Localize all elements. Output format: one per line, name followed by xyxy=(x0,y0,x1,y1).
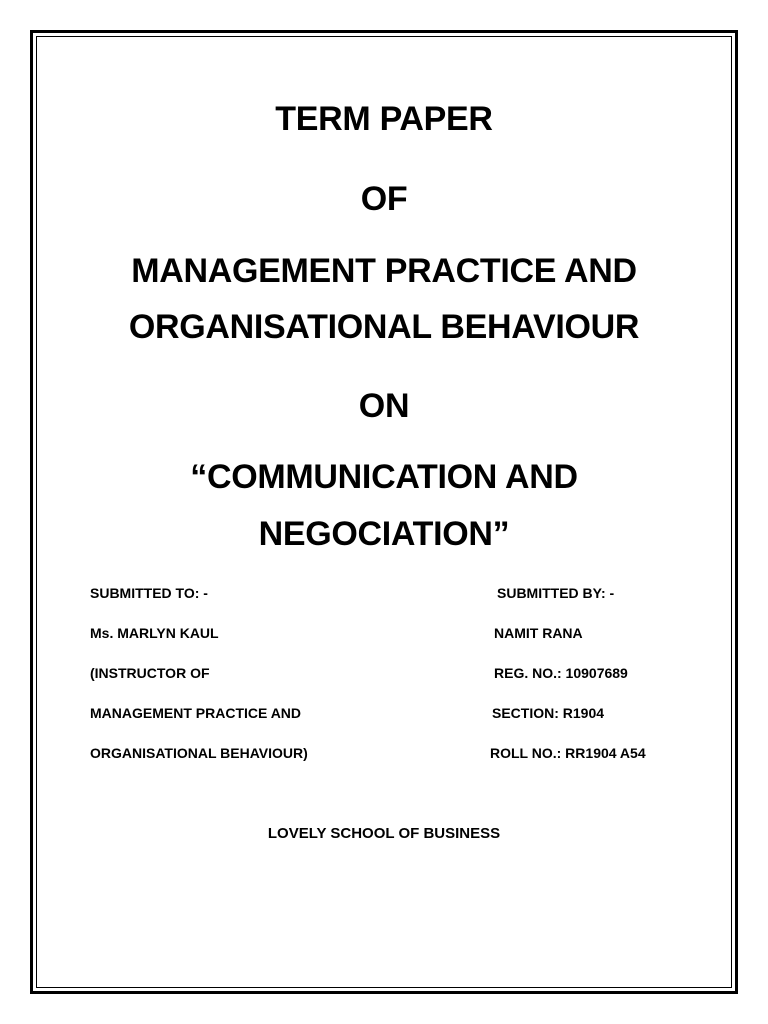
section: SECTION: R1904 xyxy=(492,705,605,721)
instructor-name: Ms. MARLYN KAUL xyxy=(90,625,219,641)
submitted-by-heading: SUBMITTED BY: - xyxy=(497,585,615,601)
submitted-to-heading: SUBMITTED TO: - xyxy=(90,585,208,601)
title-of: OF xyxy=(360,180,408,218)
title-topic-line2: NEGOCIATION” xyxy=(258,515,510,553)
instructor-role-line2: MANAGEMENT PRACTICE AND xyxy=(90,705,302,721)
page-border-inner xyxy=(36,36,732,988)
school-name: LOVELY SCHOOL OF BUSINESS xyxy=(267,825,501,842)
instructor-role-line3: ORGANISATIONAL BEHAVIOUR) xyxy=(90,745,308,761)
title-term-paper: TERM PAPER xyxy=(275,100,493,138)
roll-number: ROLL NO.: RR1904 A54 xyxy=(490,745,646,761)
title-on: ON xyxy=(358,387,410,425)
registration-number: REG. NO.: 10907689 xyxy=(494,665,628,681)
instructor-role-line1: (INSTRUCTOR OF xyxy=(90,665,210,681)
student-name: NAMIT RANA xyxy=(494,625,583,641)
title-subject-line1: MANAGEMENT PRACTICE AND xyxy=(131,252,637,290)
title-subject-line2: ORGANISATIONAL BEHAVIOUR xyxy=(128,308,640,346)
title-topic-line1: “COMMUNICATION AND xyxy=(190,458,578,496)
